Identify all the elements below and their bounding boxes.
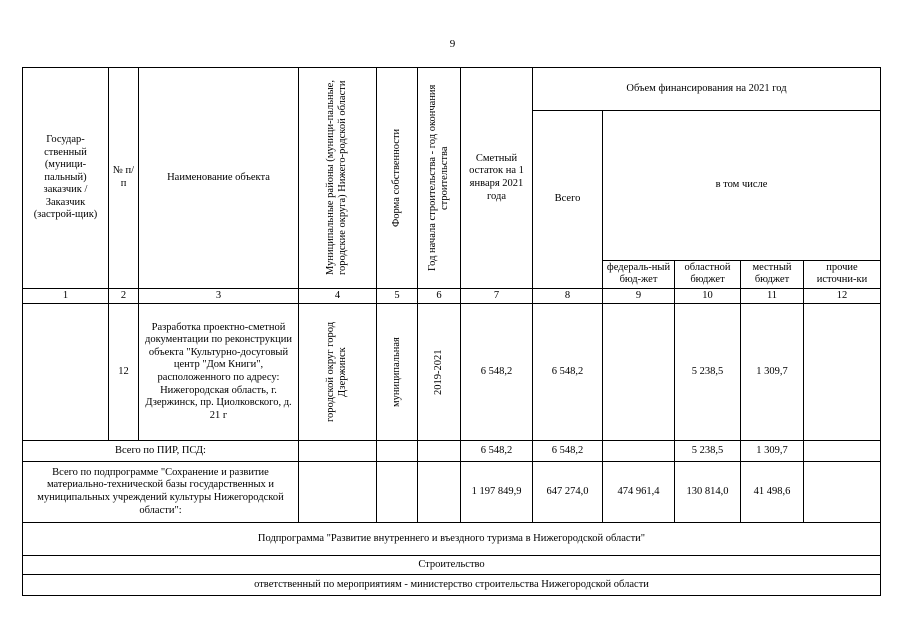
header-number: № п/п [109,68,139,289]
subprogram-total-label: Всего по подпрограмме "Сохранение и развитие материально-технической базы государственных и муниципальных учреждений культуры Нижегородской области": [23,462,299,523]
subprogram-total-local: 41 498,6 [741,462,804,523]
header-total: Всего [533,111,603,289]
total-pir-local: 1 309,7 [741,441,804,462]
column-number: 1 [23,289,109,304]
section-responsible: ответственный по мероприятиям - министерство строительства Нижегородской области [23,575,881,596]
subprogram-total-empty [418,462,461,523]
total-pir-row [23,441,881,462]
subprogram-total-federal: 474 961,4 [603,462,675,523]
section-row [23,523,881,556]
section-row [23,556,881,575]
object-ownership: муниципальная [390,337,402,407]
object-regional: 5 238,5 [675,304,741,441]
column-number: 5 [377,289,418,304]
header-customer: Государ-ственный (муници-пальный) заказчик / Заказчик (застрой-щик) [23,68,109,289]
header-object-name: Наименование объекта [139,68,299,289]
header-including: в том числе [603,111,881,261]
object-estimated-balance: 6 548,2 [461,304,533,441]
header-row-1 [23,68,881,111]
total-pir-empty [299,441,377,462]
object-ownership-cell [377,304,418,441]
object-other [804,304,881,441]
total-pir-estimated-balance: 6 548,2 [461,441,533,462]
total-pir-empty [418,441,461,462]
section-construction: Строительство [23,556,881,575]
subprogram-title: Подпрограмма "Развитие внутреннего и въездного туризма в Нижегородской области" [23,523,881,556]
total-pir-federal [603,441,675,462]
page-number: 9 [449,38,456,50]
total-pir-other [804,441,881,462]
object-row [23,304,881,441]
object-total: 6 548,2 [533,304,603,441]
column-number-row [23,289,881,304]
object-name: Разработка проектно-сметной документации по реконструкции объекта "Культурно-досуговый центр "Дом Книги", расположенного по адресу: Нижегородская область, г. Дзержинск, пр. Циолковского, д. 21 г [139,304,299,441]
total-pir-label: Всего по ПИР, ПСД: [23,441,299,462]
financing-table [22,67,881,596]
column-number: 9 [603,289,675,304]
object-years: 2019-2021 [432,349,444,395]
header-municipality-cell [299,68,377,289]
subprogram-total-total: 647 274,0 [533,462,603,523]
subprogram-total-estimated-balance: 1 197 849,9 [461,462,533,523]
subprogram-total-row [23,462,881,523]
total-pir-total: 6 548,2 [533,441,603,462]
subprogram-total-empty [299,462,377,523]
header-regional: областной бюджет [675,260,741,288]
subprogram-total-regional: 130 814,0 [675,462,741,523]
total-pir-regional: 5 238,5 [675,441,741,462]
header-years: Год начала строительства - год окончания строительства [426,84,450,272]
object-local: 1 309,7 [741,304,804,441]
header-financing: Объем финансирования на 2021 год [533,68,881,111]
header-ownership: Форма собственности [390,128,402,228]
object-federal [603,304,675,441]
object-number: 12 [109,304,139,441]
section-row [23,575,881,596]
total-pir-empty [377,441,418,462]
column-number: 7 [461,289,533,304]
column-number: 10 [675,289,741,304]
header-municipality: Муниципальные районы (муници-пальные, городские округа) Нижего-родской области [325,80,349,276]
column-number: 12 [804,289,881,304]
header-ownership-cell [377,68,418,289]
column-number: 2 [109,289,139,304]
header-other: прочие источни-ки [804,260,881,288]
column-number: 4 [299,289,377,304]
object-municipality: городской округ город Дзержинск [325,321,349,423]
subprogram-total-other [804,462,881,523]
object-municipality-cell [299,304,377,441]
subprogram-total-empty [377,462,418,523]
column-number: 6 [418,289,461,304]
object-years-cell [418,304,461,441]
column-number: 8 [533,289,603,304]
header-federal: федераль-ный бюд-жет [603,260,675,288]
header-local: местный бюджет [741,260,804,288]
object-customer [23,304,109,441]
column-number: 3 [139,289,299,304]
column-number: 11 [741,289,804,304]
header-years-cell [418,68,461,289]
header-estimated-balance: Сметный остаток на 1 января 2021 года [461,68,533,289]
